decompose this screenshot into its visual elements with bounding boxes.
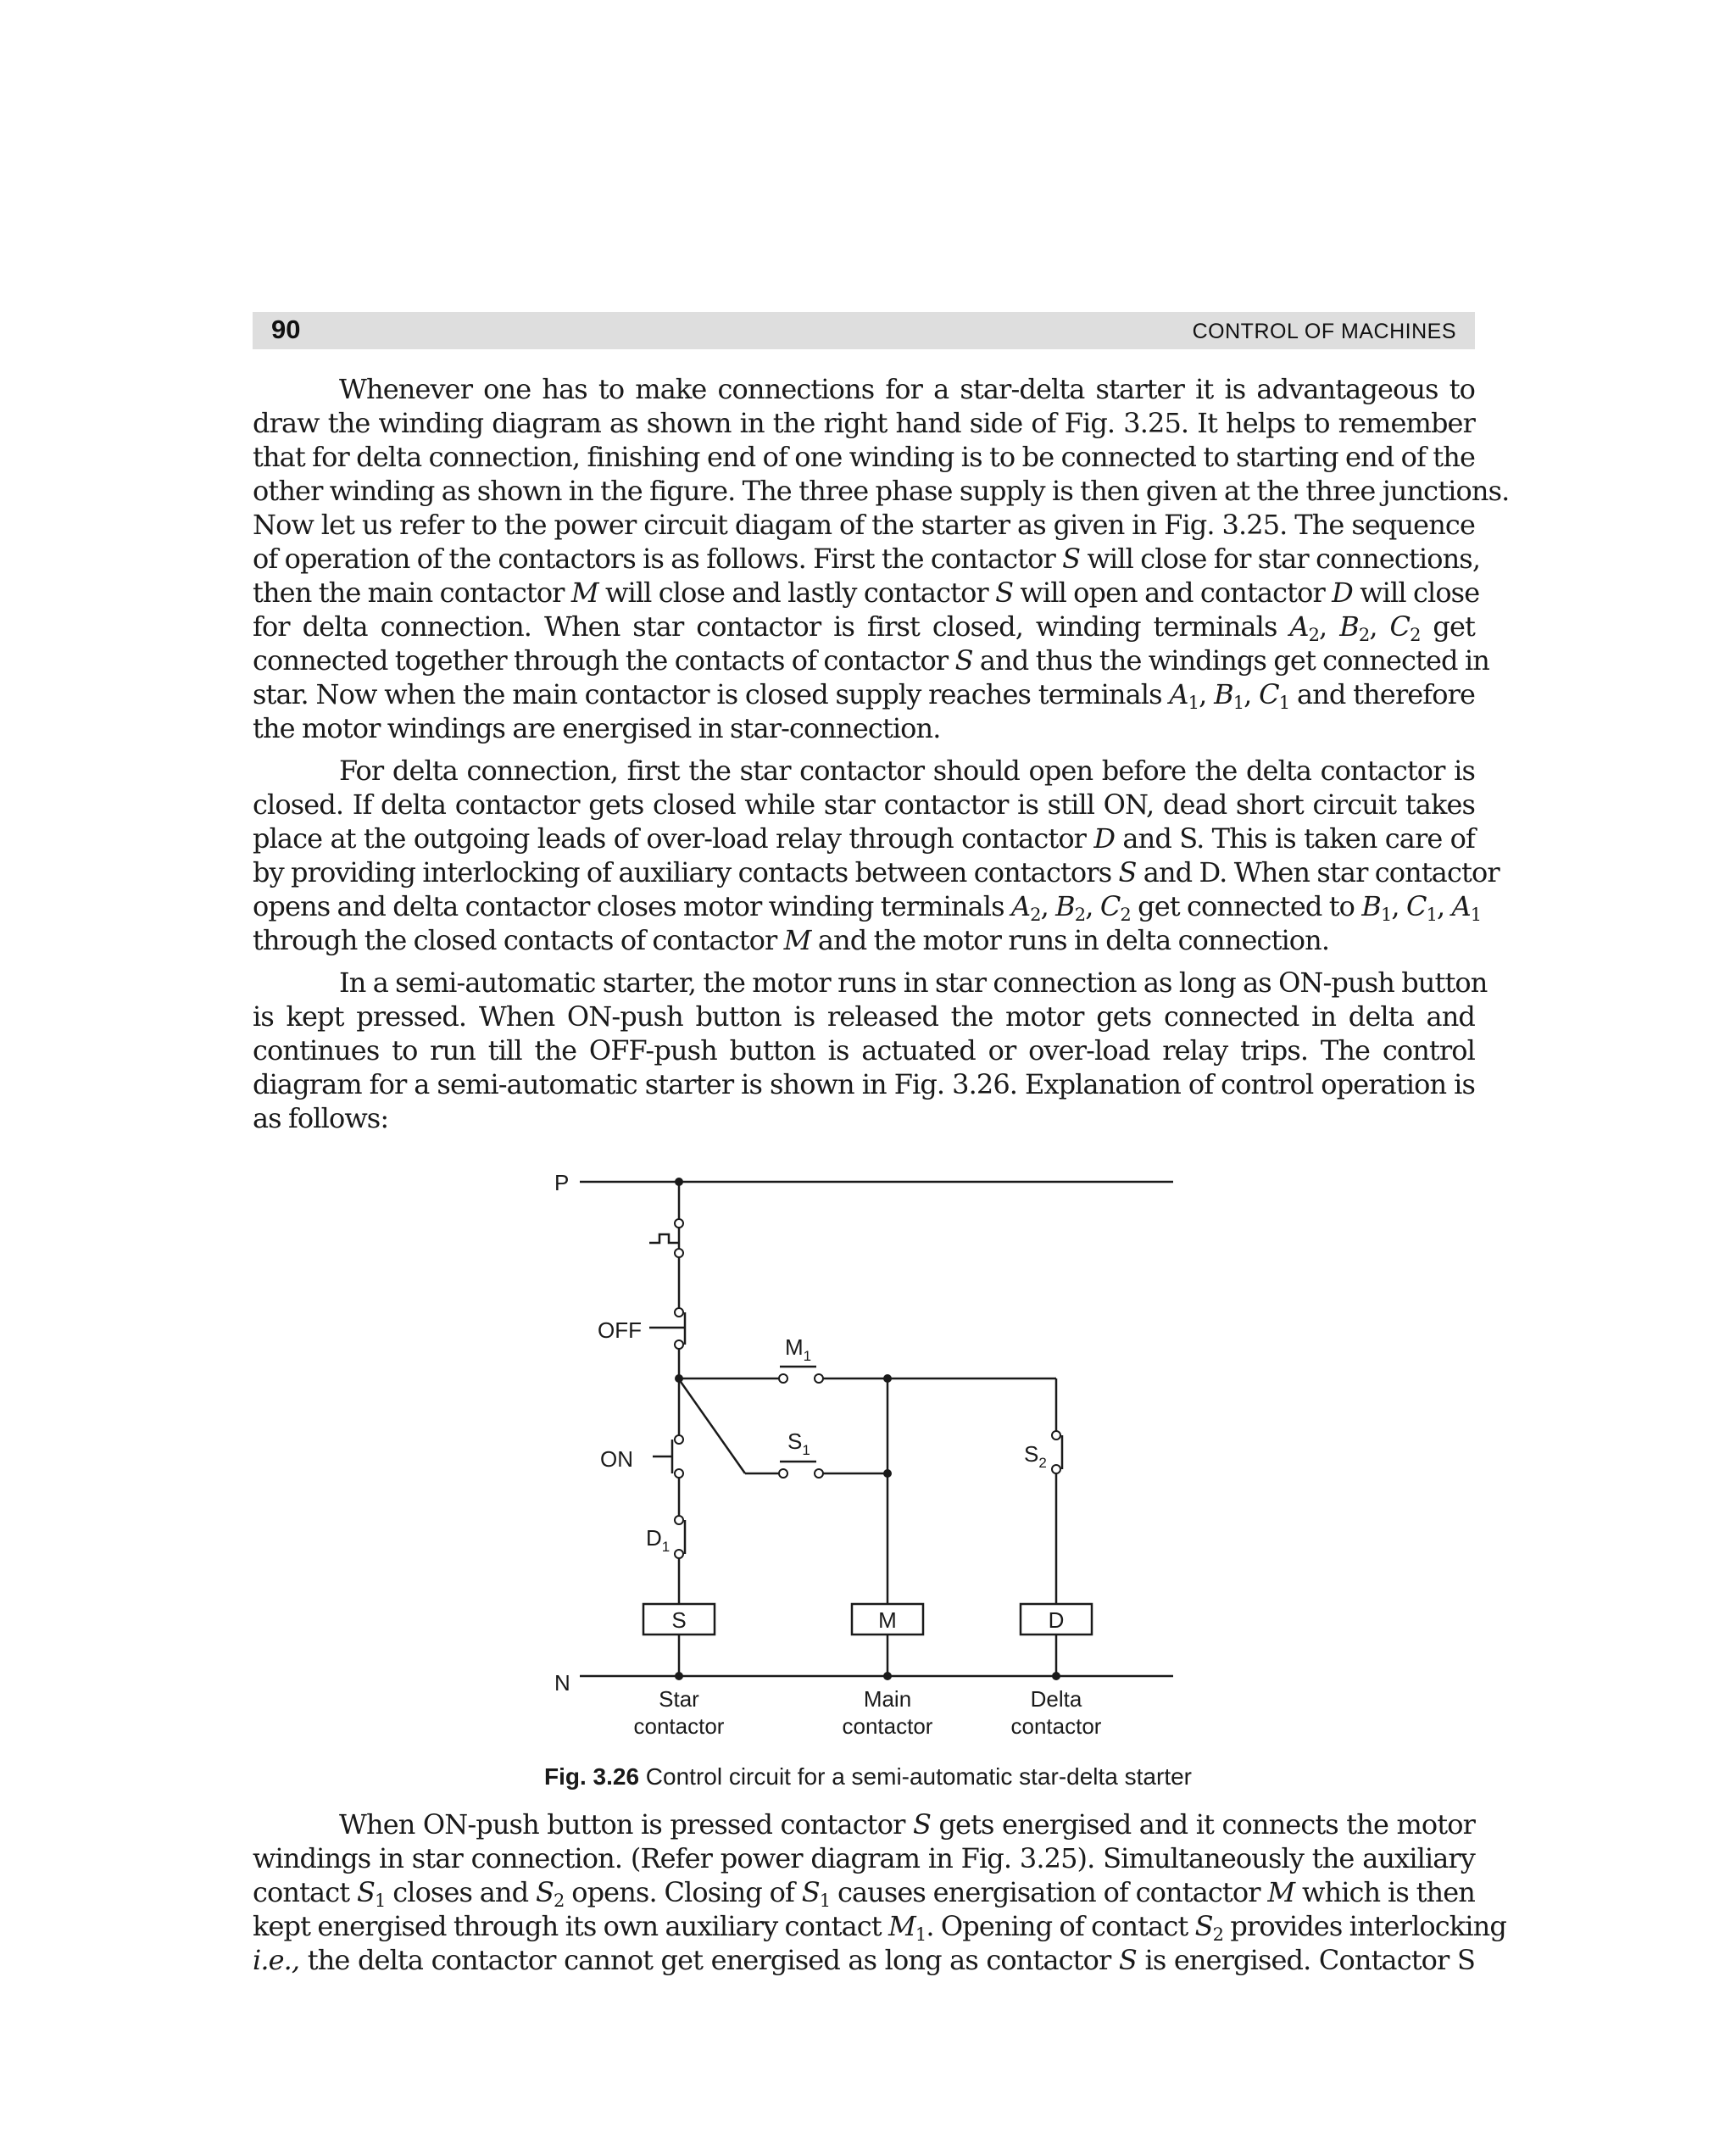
- label-S1: $S_1$: [787, 1428, 810, 1458]
- page-number: 90: [271, 315, 301, 344]
- olr-symbol: [649, 1234, 679, 1243]
- branch-wire: [679, 1379, 745, 1473]
- coil-S-label: S: [671, 1607, 687, 1633]
- text-line: In a semi-automatic starter, the motor runs in star connection as long as ON-push button: [339, 966, 1488, 999]
- text-line: windings in star connection. (Refer power diagram in Fig. 3.25). Simultaneously the auxiliary: [253, 1842, 1475, 1874]
- label-OFF: OFF: [598, 1317, 642, 1343]
- text-line: through the closed contacts of contactor M and the motor runs in delta connection.: [253, 924, 1330, 956]
- text-line: Whenever one has to make connections for a star-delta starter it is advantageous to: [339, 373, 1475, 405]
- figure-caption-label: Fig. 3.26: [543, 1763, 640, 1790]
- text-line: is kept pressed. When ON-push button is released the motor gets connected in delta and: [253, 1000, 1475, 1033]
- coil-M-label: M: [878, 1607, 897, 1633]
- label-P: P: [554, 1170, 570, 1195]
- text-line: other winding as shown in the figure. The three phase supply is then given at the three junctions.: [253, 475, 1510, 507]
- main-contactor-label-1: Main: [863, 1686, 912, 1712]
- text-line: of operation of the contactors is as follows. First the contactor S will close for star connections,: [253, 543, 1481, 575]
- text-line: that for delta connection, finishing end of one winding is to be connected to starting end of the: [253, 441, 1475, 473]
- delta-contactor-label-2: contactor: [1010, 1713, 1102, 1739]
- text-line: opens and delta contactor closes motor winding terminals $A_2$, $B_2$, $C_2$ get connected to $B_1$, $C_1$, $A_1$: [253, 890, 1482, 925]
- text-line: contact $S_1$ closes and $S_2$ opens. Closing of $S_1$ causes energisation of contactor M which is then: [253, 1876, 1476, 1911]
- label-N: N: [554, 1670, 570, 1696]
- contact-terminals: [675, 1219, 1060, 1558]
- text-line: connected together through the contacts of contactor S and thus the windings get connected in: [253, 644, 1489, 677]
- text-line: for delta connection. When star contactor is first closed, winding terminals $A_2$, $B_2$, $C_2$ get: [253, 610, 1476, 645]
- text-line: by providing interlocking of auxiliary contacts between contactors S and D. When star contactor: [253, 856, 1500, 888]
- running-title: CONTROL OF MACHINES: [1192, 320, 1456, 343]
- star-contactor-label-1: Star: [659, 1686, 699, 1712]
- text-line: continues to run till the OFF-push button is actuated or over-load relay trips. The control: [253, 1034, 1475, 1066]
- text-line: i.e., the delta contactor cannot get energised as long as contactor S is energised. Contactor S: [253, 1944, 1475, 1976]
- label-S2: $S_2$: [1024, 1441, 1047, 1471]
- figure-caption: [0, 1763, 1736, 1790]
- text-line: the motor windings are energised in star-connection.: [253, 712, 941, 744]
- text-line: Now let us refer to the power circuit diagam of the starter as given in Fig. 3.25. The sequence: [253, 509, 1475, 541]
- text-line: When ON-push button is pressed contactor S gets energised and it connects the motor: [339, 1808, 1475, 1841]
- figure-caption-text: Control circuit for a semi-automatic star-delta starter: [645, 1763, 1193, 1790]
- circuit-wiring: [580, 1182, 1173, 1676]
- text-line: star. Now when the main contactor is closed supply reaches terminals $A_1$, $B_1$, $C_1$ and therefore: [253, 678, 1476, 713]
- text-line: closed. If delta contactor gets closed while star contactor is still ON, dead short circuit takes: [253, 788, 1475, 821]
- label-ON: ON: [600, 1446, 633, 1472]
- text-line: as follows:: [253, 1102, 389, 1134]
- main-contactor-label-2: contactor: [842, 1713, 933, 1739]
- delta-contactor-label-1: Delta: [1030, 1686, 1082, 1712]
- text-line: place at the outgoing leads of over-load relay through contactor D and S. This is taken care of: [253, 822, 1475, 855]
- coil-D-label: D: [1048, 1607, 1065, 1633]
- text-line: kept energised through its own auxiliary contact $M_1$. Opening of contact $S_2$ provides interlocking: [253, 1910, 1506, 1945]
- label-M1: $M_1$: [785, 1334, 812, 1364]
- text-line: draw the winding diagram as shown in the right hand side of Fig. 3.25. It helps to remember: [253, 407, 1475, 439]
- label-D1: $D_1$: [646, 1525, 670, 1555]
- text-line: then the main contactor M will close and lastly contactor S will open and contactor D will close: [253, 576, 1480, 609]
- text-line: diagram for a semi-automatic starter is shown in Fig. 3.26. Explanation of control operation is: [253, 1068, 1475, 1100]
- star-contactor-label-2: contactor: [633, 1713, 725, 1739]
- text-line: For delta connection, first the star contactor should open before the delta contactor is: [339, 755, 1475, 787]
